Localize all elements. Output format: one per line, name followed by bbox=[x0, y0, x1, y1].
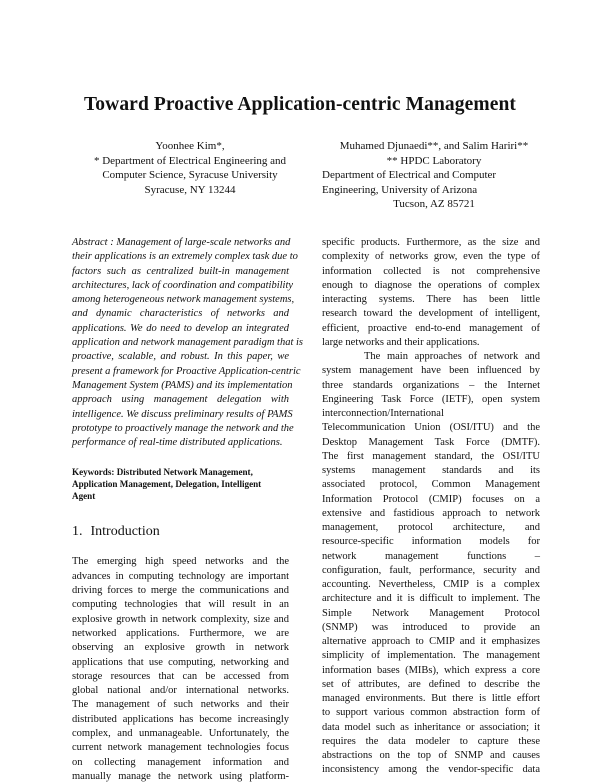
text-line: intelligence. We discuss preliminary results of PAMS bbox=[72, 408, 293, 420]
text-line: among heterogeneous network management systems, bbox=[72, 294, 295, 306]
text-line: observing an explosive growth in network bbox=[72, 642, 289, 654]
text-line: Information Protocol (CMIP) focuses on a bbox=[322, 493, 540, 505]
author-line: * Department of Electrical Engineering and bbox=[93, 154, 287, 167]
text-line: explosive growth in network complexity, size and bbox=[72, 613, 289, 625]
text-line: associated protocol, Common Management bbox=[322, 479, 540, 491]
text-line: applications that use computing, networking and bbox=[72, 656, 289, 668]
text-line: present a framework for Proactive Application-centric bbox=[72, 365, 301, 377]
text-line: efficient, proactive end-to-end management of bbox=[322, 322, 540, 334]
author-line: ** HPDC Laboratory bbox=[386, 154, 482, 167]
text-line: advances in computing technology are important bbox=[72, 570, 289, 582]
right-column bbox=[322, 236, 540, 778]
text-line: architecture and it is difficult to implement. The bbox=[322, 593, 540, 605]
text-line: The main approaches of network and bbox=[364, 351, 540, 362]
text-line: on collecting management information and bbox=[72, 756, 289, 768]
section-heading bbox=[72, 525, 289, 539]
text-line: prototype to proactively manage the network and the bbox=[72, 422, 294, 434]
text-line: resource-specific information models for bbox=[322, 536, 540, 548]
author-line: Tucson, AZ 85721 bbox=[393, 198, 475, 210]
text-line: systems management standards and its bbox=[322, 465, 540, 476]
text-line: Engineering Task Force (IETF), open system bbox=[322, 393, 540, 405]
text-line: abstractions on the top of SNMP and causes bbox=[322, 750, 540, 761]
text-line: managed environments. But there is little effort bbox=[322, 693, 540, 704]
text-line: alternative approach to CMIP and it emphasizes bbox=[322, 636, 540, 647]
paragraph bbox=[322, 236, 540, 350]
text-line: The emerging high speed networks and the bbox=[72, 556, 289, 568]
text-line: approach using management delegation with bbox=[72, 394, 289, 406]
text-line: The management of such networks and their bbox=[72, 699, 289, 711]
text-line: specific products. Furthermore, as the size and bbox=[322, 237, 540, 248]
author-line: Syracuse, NY 13244 bbox=[144, 183, 236, 196]
text-line: simplicity of implementation. The management bbox=[322, 650, 540, 662]
text-line: application and network management paradigm that is bbox=[72, 337, 303, 349]
text-line: computing technologies that will result in an bbox=[72, 599, 289, 611]
author-block-left bbox=[70, 139, 310, 197]
text-line: Abstract : Management of large-scale networks and bbox=[72, 237, 291, 248]
author-line: Department of Electrical and Computer bbox=[322, 169, 497, 181]
text-line: complex, and unmanageable. Unfortunately, the bbox=[72, 728, 289, 739]
text-line: three standards organizations – the Internet bbox=[322, 379, 540, 391]
text-line: (SNMP) was introduced to provide an bbox=[322, 621, 540, 633]
text-line: and dynamic characteristics of networks and bbox=[72, 308, 289, 320]
author-line: Yoonhee Kim*, bbox=[155, 140, 225, 152]
text-line: Simple Network Management Protocol bbox=[322, 607, 540, 619]
text-line: extensive and fastidious approach to network bbox=[322, 507, 540, 519]
keywords bbox=[72, 467, 289, 502]
text-line: information collected is not comprehensive bbox=[322, 265, 540, 277]
text-line: to support various common abstraction form of bbox=[322, 707, 540, 719]
text-line: interacting systems. There has been little bbox=[322, 294, 540, 305]
text-line: Desktop Management Task Force (DMTF). bbox=[322, 436, 540, 448]
author-block-right bbox=[318, 139, 550, 212]
left-column bbox=[72, 236, 303, 784]
text-line: network management functions – bbox=[322, 550, 540, 562]
text-line: proactive, scalable, and robust. In this paper, we bbox=[72, 351, 289, 363]
author-line: Engineering, University of Arizona bbox=[322, 183, 478, 196]
abstract bbox=[72, 236, 303, 450]
text-line: architectures, lack of coordination and compatibility bbox=[72, 279, 294, 291]
text-line: configuration, fault, performance, security and bbox=[322, 564, 540, 576]
text-line: storage resources that can be accessed from bbox=[72, 670, 289, 682]
page-title: Toward Proactive Application-centric Management bbox=[83, 94, 516, 115]
section-title: Introduction bbox=[90, 524, 160, 540]
text-line: networked applications. Furthermore, we are bbox=[72, 627, 289, 639]
text-line: The first management standard, the OSI/ITU bbox=[322, 450, 540, 462]
text-line: system management have been influenced by bbox=[322, 365, 540, 377]
text-line: driving forces to merge the communications and bbox=[72, 585, 289, 597]
text-line: factors such as centralized built-in management bbox=[72, 265, 289, 277]
text-line: enough to diagnose the operations of complex bbox=[322, 279, 540, 291]
text-line: distributed applications has become increasingly bbox=[72, 713, 289, 725]
author-line: Muhamed Djunaedi**, and Salim Hariri** bbox=[339, 140, 529, 152]
text-line: Keywords: Distributed Network Management, bbox=[72, 467, 253, 478]
text-line: data model such as inheritance or association; it bbox=[322, 721, 540, 733]
text-line: performance of real-time distributed applications. bbox=[72, 437, 283, 449]
text-line: accounting. Nevertheless, CMIP is a complex bbox=[322, 579, 540, 590]
section-number: 1. bbox=[72, 524, 83, 540]
text-line: manually manage the network using platform- bbox=[72, 770, 289, 782]
text-line: research toward the development of intelligent, bbox=[322, 308, 540, 320]
text-line: global national and/or international networks. bbox=[72, 685, 289, 697]
text-line: large networks and their applications. bbox=[322, 336, 480, 348]
text-line: requires the data modeler to capture these bbox=[322, 735, 540, 747]
text-line: their applications is an extremely complex task due to bbox=[72, 251, 298, 263]
intro-paragraph bbox=[72, 555, 289, 784]
text-line: management, protocol architecture, and bbox=[322, 522, 540, 533]
text-line: complexity of networks grow, even the type of bbox=[322, 251, 540, 263]
text-line: interconnection/International bbox=[322, 408, 444, 419]
text-line: inconsistency among the vendor-specific data bbox=[322, 764, 540, 776]
text-line: Telecommunication Union (OSI/ITU) and the bbox=[322, 422, 540, 434]
text-line: information bases (MIBs), which express a core bbox=[322, 664, 540, 676]
author-line: Computer Science, Syracuse University bbox=[102, 169, 278, 181]
text-line: Agent bbox=[72, 490, 96, 501]
text-line: Application Management, Delegation, Intelligent bbox=[72, 479, 262, 490]
text-line: applications. We do need to develop an integrated bbox=[72, 322, 289, 334]
text-line: current network management technologies focus bbox=[72, 742, 289, 754]
text-line: Management System (PAMS) and its implementation bbox=[72, 379, 293, 391]
paragraph bbox=[322, 350, 540, 778]
text-line: set of attributes, are defined to describe the bbox=[322, 678, 540, 690]
